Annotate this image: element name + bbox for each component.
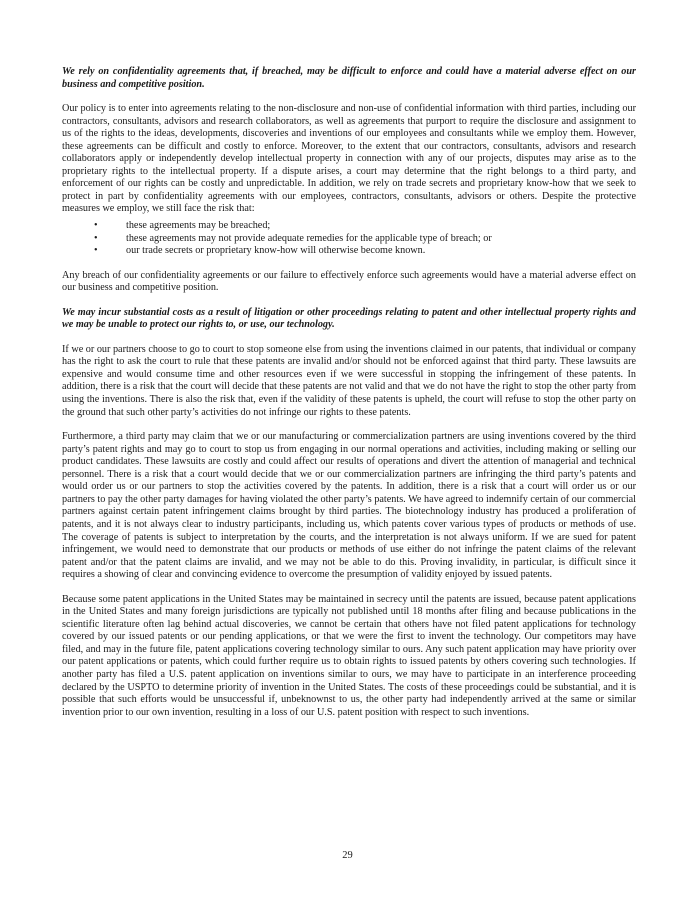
list-item bbox=[62, 233, 636, 246]
list-item-text: these agreements may be breached; bbox=[126, 220, 271, 232]
document-page bbox=[62, 66, 636, 731]
bullet-icon: • bbox=[94, 232, 98, 244]
list-item-text: these agreements may not provide adequate remedies for the applicable type of breach; or bbox=[126, 232, 492, 244]
bullet-icon: • bbox=[94, 220, 98, 232]
paragraph-confidentiality-policy: Our policy is to enter into agreements relating to the non-disclosure and non-use of confidential information with third parties, including our contractors, consultants, advisors and research collaborators, as well as agreements that purport to require the disclosure and assignment to us of the rights to the ideas, developments, discoveries and inventions of our employees and consultants while we employ them. However, these agreements can be difficult and costly to enforce. Moreover, to the extent that our contractors, consultants, advisors and research collaborators apply or independently develop intellectual property in connection with any of our projects, disputes may arise as to the proprietary rights to the intellectual property. If a dispute arises, a court may determine that the right belongs to a third party, and enforcement of our rights can be costly and unpredictable. In addition, we rely on trade secrets and proprietary know-how that we seek to protect in part by confidentiality agreements with our employees, contractors, consultants, advisors or others. Despite the protective measures we employ, we still face the risk that: bbox=[62, 103, 636, 215]
list-item-text: our trade secrets or proprietary know-how will otherwise become known. bbox=[126, 245, 426, 257]
paragraph-breach-effect: Any breach of our confidentiality agreements or our failure to effectively enforce such agreements would have a material adverse effect on our business and competitive position. bbox=[62, 269, 636, 294]
paragraph-patent-secrecy: Because some patent applications in the United States may be maintained in secrecy until the patents are issued, because patent applications in the United States and many foreign jurisdictions are typically not published until 18 months after filing and because publications in the scientific literature often lag behind actual discoveries, we cannot be certain that others have not filed patent applications for technology covered by our issued patents or our pending applications, or that we were the first to invent the technology. Our competitors may have filed, and may in the future file, patent applications covering technology similar to ours. Any such patent application may have priority over our patent applications or patents, which could further require us to obtain rights to issued patents by others covering such technologies. If another party has filed a U.S. patent application on inventions similar to ours, we may have to participate in an interference proceeding declared by the USPTO to determine priority of invention in the United States. The costs of these proceedings could be substantial, and it is possible that such efforts would be unsuccessful if, unbeknownst to us, the other party had independently arrived at the same or similar invention prior to our own invention, resulting in a loss of our U.S. patent position with respect to such inventions. bbox=[62, 593, 636, 718]
paragraph-enforcement-lawsuits: If we or our partners choose to go to court to stop someone else from using the inventions claimed in our patents, that individual or company has the right to ask the court to rule that these patents are invalid and/or should not be enforced against that third party. These lawsuits are expensive and would consume time and other resources even if we were successful in stopping the infringement of these patents. In addition, there is a risk that the court will decide that these patents are not valid and that we do not have the right to stop the other party from using the inventions. There is also the risk that, even if the validity of these patents is upheld, the court will refuse to stop the other party on the ground that such other party’s activities do not infringe our rights to these patents. bbox=[62, 343, 636, 418]
page-number: 29 bbox=[342, 850, 353, 861]
section-heading-litigation: We may incur substantial costs as a result of litigation or other proceedings relating to patent and other intellectual property rights and we may be unable to protect our rights to, or use, our technology. bbox=[62, 306, 636, 331]
section-heading-confidentiality: We rely on confidentiality agreements that, if breached, may be difficult to enforce and could have a material adverse effect on our business and competitive position. bbox=[62, 66, 636, 90]
risk-bullet-list bbox=[62, 220, 636, 258]
bullet-icon: • bbox=[94, 245, 98, 257]
list-item bbox=[62, 245, 636, 258]
paragraph-third-party-claims: Furthermore, a third party may claim that we or our manufacturing or commercialization partners are using inventions covered by the third party’s patent rights and may go to court to stop us from engaging in our normal operations and activities, including making or selling our product candidates. These lawsuits are costly and could affect our results of operations and divert the attention of managerial and technical personnel. There is a risk that a court would decide that we or our commercialization partners are infringing the third party’s patents and would order us or our partners to stop the activities covered by the patents. In addition, there is a risk that a court will order us or our partners to pay the other party damages for having violated the other party’s patents. We have agreed to indemnify certain of our commercial partners against certain patent infringement claims brought by third parties. The biotechnology industry has produced a proliferation of patents, and it is not always clear to industry participants, including us, which patents cover various types of products or methods of use. The coverage of patents is subject to interpretation by the courts, and the interpretation is not always uniform. If we are sued for patent infringement, we would need to demonstrate that our products or methods of use either do not infringe the patent claims of the relevant patent and/or that the patent claims are invalid, and we may not be able to do this. Proving invalidity, in particular, is difficult since it requires a showing of clear and convincing evidence to overcome the presumption of validity enjoyed by issued patents. bbox=[62, 431, 636, 581]
list-item bbox=[62, 220, 636, 233]
